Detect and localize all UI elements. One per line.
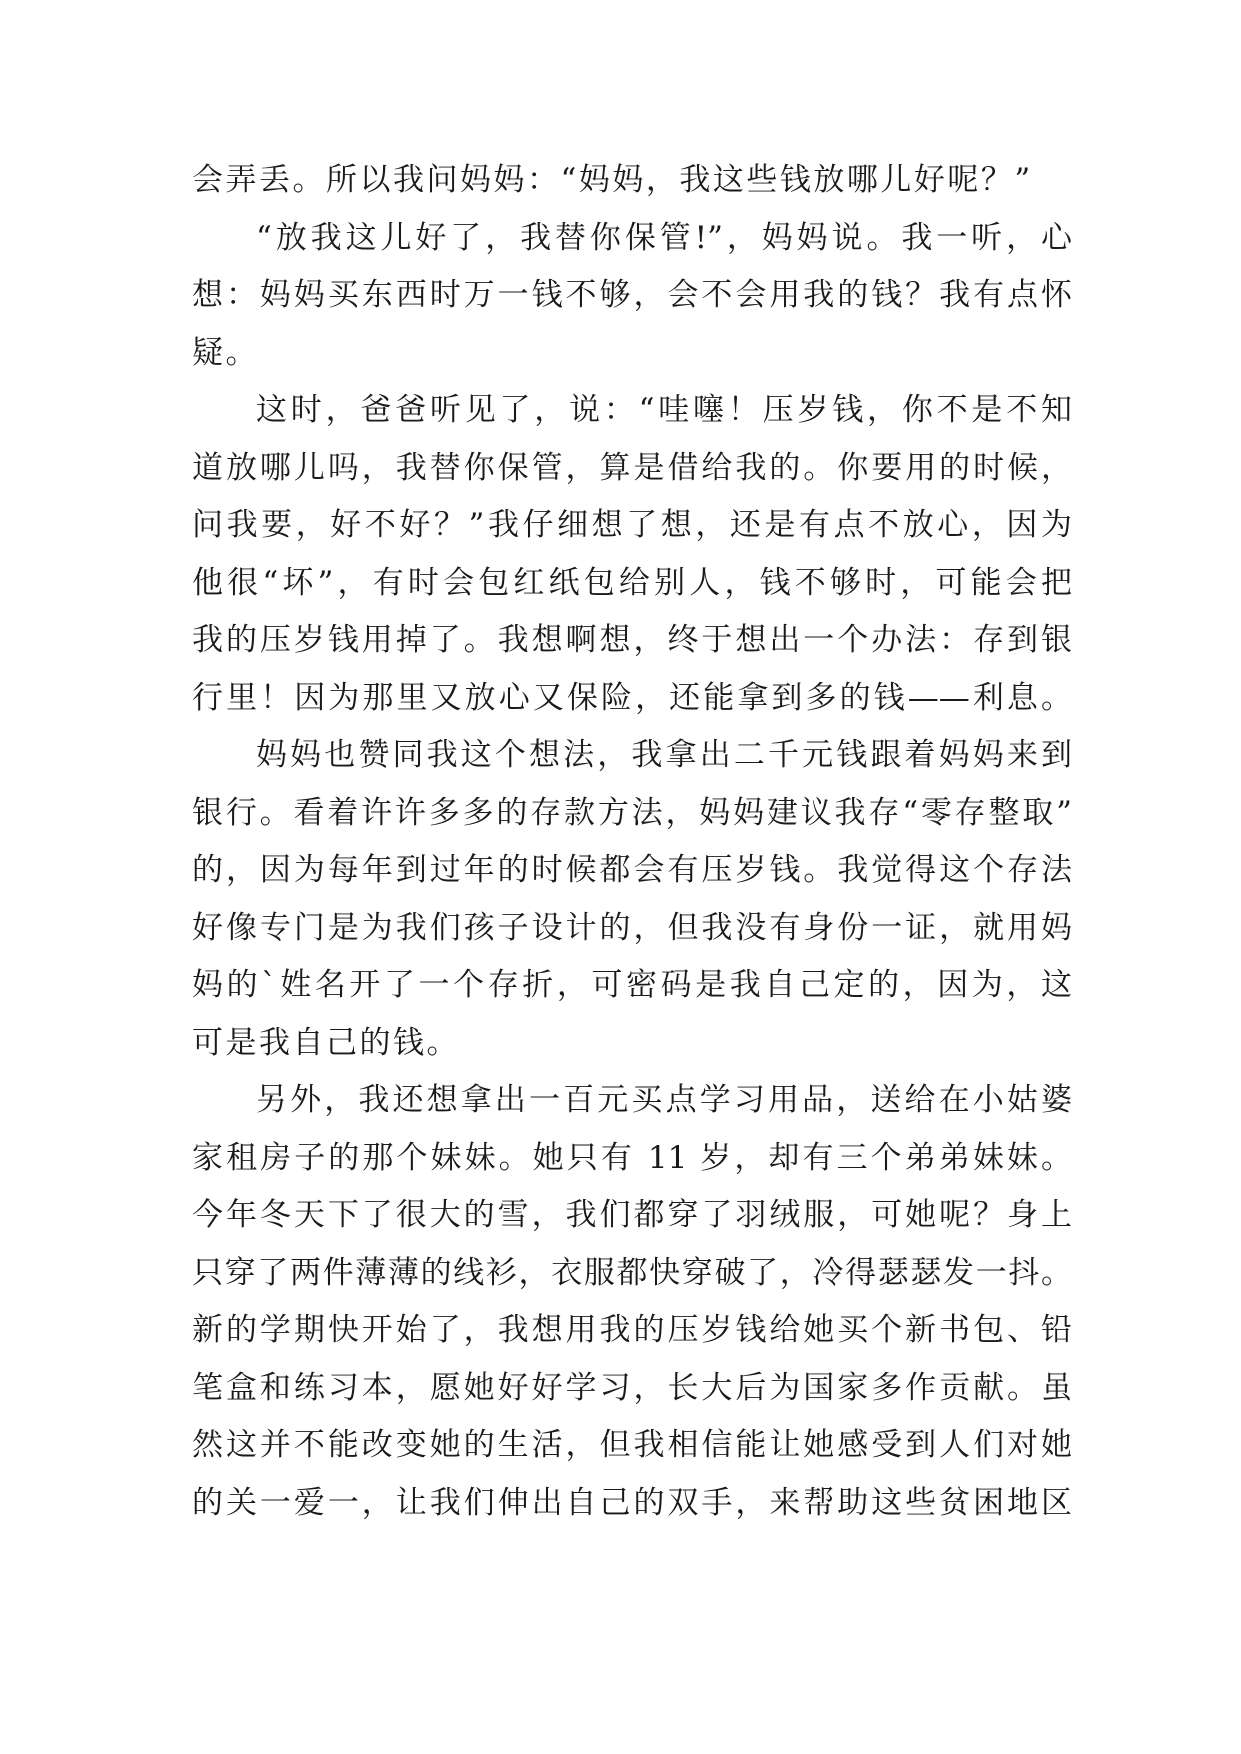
text-line-18: 家租房子的那个妹妹。她只有 11 岁，却有三个弟弟妹妹。	[192, 1139, 1072, 1176]
text-line-24: 的关一爱一，让我们伸出自己的双手，来帮助这些贫困地区	[192, 1484, 1072, 1521]
text-line-23: 然这并不能改变她的生活，但我相信能让她感受到人们对她	[192, 1427, 1072, 1463]
text-line-12: 银行。看着许许多多的存款方法，妈妈建议我存“零存整取”	[192, 794, 1072, 831]
text-line-3: 想：妈妈买东西时万一钱不够，会不会用我的钱？我有点怀	[192, 277, 1072, 313]
essay-body	[192, 152, 1072, 1532]
text-line-15: 妈的`姓名开了一个存折，可密码是我自己定的，因为，这	[192, 967, 1072, 1003]
text-line-6: 道放哪儿吗，我替你保管，算是借给我的。你要用的时候，	[192, 449, 1072, 486]
text-line-11: 妈妈也赞同我这个想法，我拿出二千元钱跟着妈妈来到	[256, 737, 1072, 773]
text-line-4: 疑。	[192, 334, 259, 371]
text-line-13: 的，因为每年到过年的时候都会有压岁钱。我觉得这个存法	[192, 852, 1072, 888]
text-line-2: “放我这儿好了，我替你保管!”，妈妈说。我一听，心	[256, 219, 1072, 256]
text-line-20: 只穿了两件薄薄的线衫，衣服都快穿破了，冷得瑟瑟发一抖。	[192, 1254, 1072, 1291]
text-line-5: 这时，爸爸听见了，说：“哇噻！压岁钱，你不是不知	[256, 392, 1072, 428]
text-line-21: 新的学期快开始了，我想用我的压岁钱给她买个新书包、铅	[192, 1312, 1072, 1348]
text-line-16: 可是我自己的钱。	[192, 1024, 460, 1061]
text-line-17: 另外，我还想拿出一百元买点学习用品，送给在小姑婆	[256, 1082, 1072, 1118]
text-line-9: 我的压岁钱用掉了。我想啊想，终于想出一个办法：存到银	[192, 622, 1072, 658]
text-line-14: 好像专门是为我们孩子设计的，但我没有身份一证，就用妈	[192, 909, 1072, 946]
text-line-8: 他很“坏”，有时会包红纸包给别人，钱不够时，可能会把	[192, 564, 1072, 601]
text-line-7: 问我要，好不好？”我仔细想了想，还是有点不放心，因为	[192, 507, 1072, 543]
text-line-1: 会弄丢。所以我问妈妈：“妈妈，我这些钱放哪儿好呢？”	[192, 162, 1033, 198]
text-line-22: 笔盒和练习本，愿她好好学习，长大后为国家多作贡献。虽	[192, 1369, 1072, 1406]
text-line-10: 行里！因为那里又放心又保险，还能拿到多的钱——利息。	[192, 679, 1072, 716]
text-line-19: 今年冬天下了很大的雪，我们都穿了羽绒服，可她呢？身上	[192, 1197, 1072, 1233]
